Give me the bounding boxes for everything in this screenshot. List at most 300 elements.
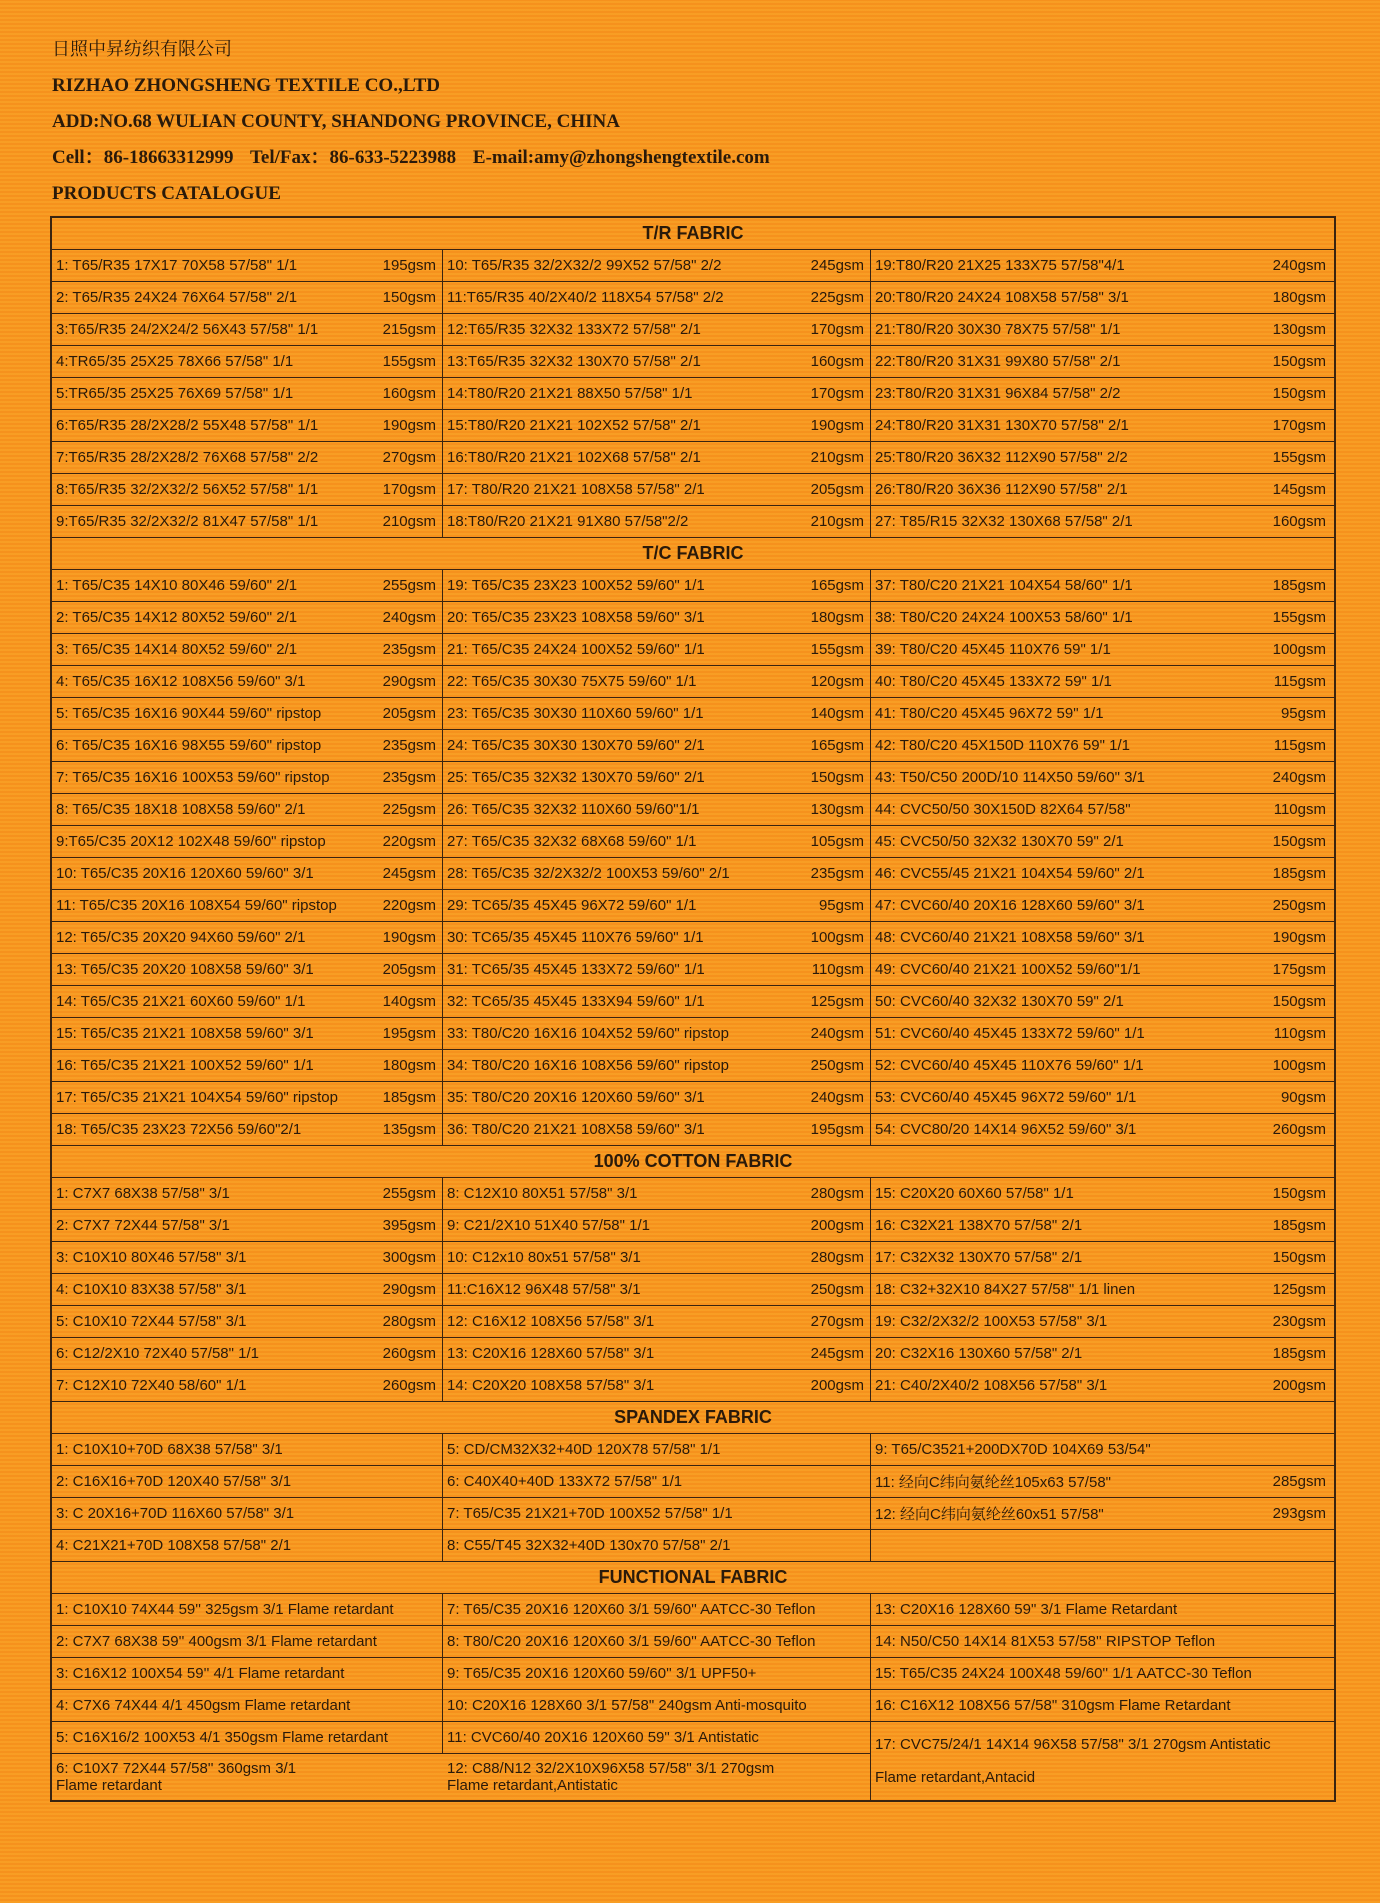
product-cell xyxy=(52,1018,443,1050)
product-weight: 150gsm xyxy=(1272,1249,1326,1266)
product-cell xyxy=(52,730,443,762)
product-description: 10: C20X16 128X60 3/1 57/58" 240gsm Anti-mosquito xyxy=(447,1697,807,1714)
product-weight: 250gsm xyxy=(810,1057,864,1074)
product-description: 4: C10X10 83X38 57/58" 3/1 xyxy=(56,1281,247,1298)
company-header xyxy=(52,32,782,212)
product-weight: 150gsm xyxy=(1272,993,1326,1010)
product-weight: 293gsm xyxy=(1272,1505,1326,1522)
product-cell xyxy=(52,1210,443,1242)
product-cell xyxy=(871,1338,1334,1370)
product-description: 24:T80/R20 31X31 130X70 57/58" 2/1 xyxy=(875,417,1129,434)
product-cell xyxy=(52,1242,443,1274)
product-description: 27: T85/R15 32X32 130X68 57/58" 2/1 xyxy=(875,513,1133,530)
product-weight: 190gsm xyxy=(382,417,436,434)
product-description: 7: T65/C35 21X21+70D 100X52 57/58" 1/1 xyxy=(447,1505,733,1522)
product-description: 14: N50/C50 14X14 81X53 57/58'' RIPSTOP Teflon xyxy=(875,1633,1216,1650)
product-description: 13: C20X16 128X60 57/58" 3/1 xyxy=(447,1345,655,1362)
product-cell xyxy=(871,922,1334,954)
company-name-en: RIZHAO ZHONGSHENG TEXTILE CO.,LTD xyxy=(52,75,441,96)
product-weight: 150gsm xyxy=(382,289,436,306)
product-cell xyxy=(52,826,443,858)
product-weight: 240gsm xyxy=(1272,257,1326,274)
section-grid xyxy=(52,570,1334,1146)
product-weight: 195gsm xyxy=(382,257,436,274)
product-description: 8: T80/C20 20X16 120X60 3/1 59/60'' AATCC-30 Teflon xyxy=(447,1633,816,1650)
product-description: 18:T80/R20 21X21 91X80 57/58"2/2 xyxy=(447,513,689,530)
product-cell xyxy=(443,1466,871,1498)
product-weight: 210gsm xyxy=(810,449,864,466)
product-cell xyxy=(871,250,1334,282)
product-cell xyxy=(871,602,1334,634)
section-grid xyxy=(52,1178,1334,1402)
product-cell xyxy=(52,1050,443,1082)
product-weight: 150gsm xyxy=(1272,353,1326,370)
product-description: 5: CD/CM32X32+40D 120X78 57/58" 1/1 xyxy=(447,1441,721,1458)
product-description: 14: T65/C35 21X21 60X60 59/60" 1/1 xyxy=(56,993,306,1010)
product-description: 10: T65/R35 32/2X32/2 99X52 57/58" 2/2 xyxy=(447,257,722,274)
product-weight: 95gsm xyxy=(1280,705,1326,722)
product-weight: 160gsm xyxy=(1272,513,1326,530)
product-weight: 200gsm xyxy=(1272,1377,1326,1394)
product-cell xyxy=(52,922,443,954)
product-weight: 170gsm xyxy=(810,321,864,338)
product-cell xyxy=(443,1338,871,1370)
product-description: 33: T80/C20 16X16 104X52 59/60" ripstop xyxy=(447,1025,729,1042)
product-description: 29: TC65/35 45X45 96X72 59/60" 1/1 xyxy=(447,897,697,914)
product-weight: 150gsm xyxy=(1272,833,1326,850)
product-description: 42: T80/C20 45X150D 110X76 59" 1/1 xyxy=(875,737,1130,754)
product-description: 11:C16X12 96X48 57/58" 3/1 xyxy=(447,1281,641,1298)
product-description: 17: CVC75/24/1 14X14 96X58 57/58" 3/1 270gsm Antistatic xyxy=(875,1736,1271,1753)
product-weight: 240gsm xyxy=(382,609,436,626)
product-cell xyxy=(871,1114,1334,1146)
product-description: 11:T65/R35 40/2X40/2 118X54 57/58" 2/2 xyxy=(447,289,724,306)
product-description: 5:TR65/35 25X25 76X69 57/58" 1/1 xyxy=(56,385,294,402)
product-cell xyxy=(871,762,1334,794)
product-cell xyxy=(871,666,1334,698)
product-cell xyxy=(443,1274,871,1306)
product-weight: 190gsm xyxy=(1272,929,1326,946)
product-cell xyxy=(443,1658,871,1690)
email-link[interactable]: E-mail:amy@zhongshengtextile.com xyxy=(472,147,770,168)
product-cell xyxy=(443,282,871,314)
product-weight: 245gsm xyxy=(382,865,436,882)
product-cell xyxy=(52,1114,443,1146)
product-weight: 280gsm xyxy=(810,1249,864,1266)
product-note: Flame retardant,Antistatic xyxy=(447,1777,618,1794)
product-cell xyxy=(52,1658,443,1690)
product-cell xyxy=(52,762,443,794)
product-description: 23:T80/R20 31X31 96X84 57/58" 2/2 xyxy=(875,385,1121,402)
product-description: 9:T65/C35 20X12 102X48 59/60" ripstop xyxy=(56,833,326,850)
product-weight: 250gsm xyxy=(810,1281,864,1298)
product-description: 21: C40/2X40/2 108X56 57/58" 3/1 xyxy=(875,1377,1108,1394)
product-cell xyxy=(443,410,871,442)
product-cell xyxy=(52,1082,443,1114)
product-cell xyxy=(443,1178,871,1210)
product-weight: 255gsm xyxy=(382,577,436,594)
product-weight: 170gsm xyxy=(810,385,864,402)
product-cell xyxy=(871,1722,1334,1800)
product-cell xyxy=(52,1370,443,1402)
product-weight: 225gsm xyxy=(382,801,436,818)
product-cell xyxy=(871,1434,1334,1466)
product-cell xyxy=(443,250,871,282)
product-description: 18: T65/C35 23X23 72X56 59/60"2/1 xyxy=(56,1121,302,1138)
product-description: 9:T65/R35 32/2X32/2 81X47 57/58" 1/1 xyxy=(56,513,319,530)
product-cell xyxy=(443,1690,871,1722)
product-description: 39: T80/C20 45X45 110X76 59" 1/1 xyxy=(875,641,1111,658)
product-description: 9: C21/2X10 51X40 57/58" 1/1 xyxy=(447,1217,650,1234)
product-note: Flame retardant,Antacid xyxy=(875,1769,1036,1786)
product-weight: 245gsm xyxy=(810,257,864,274)
product-weight: 195gsm xyxy=(382,1025,436,1042)
product-weight: 110gsm xyxy=(1273,1025,1326,1042)
product-weight: 235gsm xyxy=(810,865,864,882)
product-cell xyxy=(871,890,1334,922)
product-weight: 140gsm xyxy=(382,993,436,1010)
product-cell xyxy=(52,1594,443,1626)
product-description: 15:T80/R20 21X21 102X52 57/58" 2/1 xyxy=(447,417,701,434)
product-weight: 190gsm xyxy=(382,929,436,946)
product-cell xyxy=(443,762,871,794)
product-cell xyxy=(871,634,1334,666)
product-description: 10: C12x10 80x51 57/58" 3/1 xyxy=(447,1249,641,1266)
product-description: 1: C7X7 68X38 57/58" 3/1 xyxy=(56,1185,230,1202)
product-weight: 260gsm xyxy=(382,1345,436,1362)
product-description: 32: TC65/35 45X45 133X94 59/60" 1/1 xyxy=(447,993,705,1010)
product-description: 13: T65/C35 20X20 108X58 59/60" 3/1 xyxy=(56,961,314,978)
product-description: 5: C16X16/2 100X53 4/1 350gsm Flame retardant xyxy=(56,1729,388,1746)
product-description: 2: T65/R35 24X24 76X64 57/58" 2/1 xyxy=(56,289,298,306)
product-description: 35: T80/C20 20X16 120X60 59/60" 3/1 xyxy=(447,1089,705,1106)
product-cell xyxy=(443,634,871,666)
product-cell xyxy=(52,666,443,698)
product-description: 45: CVC50/50 32X32 130X70 59" 2/1 xyxy=(875,833,1124,850)
cell-phone: Cell：86-18663312999 xyxy=(52,147,234,168)
product-description: 17: C32X32 130X70 57/58" 2/1 xyxy=(875,1249,1083,1266)
product-weight: 150gsm xyxy=(810,769,864,786)
product-weight: 90gsm xyxy=(1280,1089,1326,1106)
product-description: 16: C32X21 138X70 57/58" 2/1 xyxy=(875,1217,1083,1234)
product-description: 4: C21X21+70D 108X58 57/58" 2/1 xyxy=(56,1537,292,1554)
product-cell xyxy=(871,1018,1334,1050)
product-weight: 120gsm xyxy=(810,673,864,690)
product-cell xyxy=(443,602,871,634)
product-weight: 125gsm xyxy=(1272,1281,1326,1298)
product-description: 13:T65/R35 32X32 130X70 57/58" 2/1 xyxy=(447,353,701,370)
product-cell xyxy=(871,506,1334,538)
product-cell xyxy=(443,1498,871,1530)
product-cell xyxy=(443,1114,871,1146)
product-description: 52: CVC60/40 45X45 110X76 59/60" 1/1 xyxy=(875,1057,1144,1074)
product-description: 1: T65/R35 17X17 70X58 57/58" 1/1 xyxy=(56,257,298,274)
product-cell xyxy=(443,570,871,602)
product-description: 12: C88/N12 32/2X10X96X58 57/58" 3/1 270gsm xyxy=(447,1760,775,1777)
product-cell xyxy=(871,1274,1334,1306)
product-cell xyxy=(443,1754,871,1800)
product-weight: 185gsm xyxy=(1272,577,1326,594)
product-cell xyxy=(871,1370,1334,1402)
product-description: 25: T65/C35 32X32 130X70 59/60" 2/1 xyxy=(447,769,705,786)
product-cell xyxy=(52,1434,443,1466)
product-description: 50: CVC60/40 32X32 130X70 59" 2/1 xyxy=(875,993,1124,1010)
product-weight: 185gsm xyxy=(1272,1345,1326,1362)
product-cell xyxy=(443,826,871,858)
product-cell xyxy=(443,346,871,378)
product-cell xyxy=(443,378,871,410)
product-description: 6: C12/2X10 72X40 57/58" 1/1 xyxy=(56,1345,259,1362)
product-cell xyxy=(52,346,443,378)
product-weight: 270gsm xyxy=(810,1313,864,1330)
product-cell xyxy=(871,1658,1334,1690)
product-cell xyxy=(443,922,871,954)
product-cell xyxy=(871,698,1334,730)
product-cell xyxy=(443,1306,871,1338)
product-description: 12: 经向C纬向氨纶丝60x51 57/58" xyxy=(875,1506,1104,1523)
product-weight: 190gsm xyxy=(810,417,864,434)
product-description: 6:T65/R35 28/2X28/2 55X48 57/58" 1/1 xyxy=(56,417,319,434)
product-description: 21:T80/R20 30X30 78X75 57/58" 1/1 xyxy=(875,321,1121,338)
product-description: 6: C10X7 72X44 57/58'' 360gsm 3/1 xyxy=(56,1760,297,1777)
product-cell xyxy=(871,1210,1334,1242)
product-weight: 290gsm xyxy=(382,1281,436,1298)
product-description: 47: CVC60/40 20X16 128X60 59/60" 3/1 xyxy=(875,897,1145,914)
product-description: 22:T80/R20 31X31 99X80 57/58" 2/1 xyxy=(875,353,1121,370)
product-cell xyxy=(443,474,871,506)
product-cell xyxy=(443,954,871,986)
product-description: 7:T65/R35 28/2X28/2 76X68 57/58" 2/2 xyxy=(56,449,319,466)
product-description: 1: C10X10 74X44 59'' 325gsm 3/1 Flame retardant xyxy=(56,1601,394,1618)
product-cell xyxy=(871,1178,1334,1210)
product-cell xyxy=(443,1018,871,1050)
section-grid xyxy=(52,1434,1334,1562)
product-weight: 155gsm xyxy=(382,353,436,370)
product-weight: 135gsm xyxy=(382,1121,436,1138)
product-weight: 290gsm xyxy=(382,673,436,690)
section-title: T/R FABRIC xyxy=(52,218,1334,250)
product-description: 46: CVC55/45 21X21 104X54 59/60" 2/1 xyxy=(875,865,1145,882)
product-cell xyxy=(871,1050,1334,1082)
product-description: 9: T65/C35 20X16 120X60 59/60'' 3/1 UPF50+ xyxy=(447,1665,757,1682)
product-description: 38: T80/C20 24X24 100X53 58/60" 1/1 xyxy=(875,609,1133,626)
product-weight: 180gsm xyxy=(810,609,864,626)
product-cell xyxy=(443,1082,871,1114)
product-weight: 155gsm xyxy=(1272,609,1326,626)
product-cell xyxy=(871,986,1334,1018)
product-description: 43: T50/C50 200D/10 114X50 59/60" 3/1 xyxy=(875,769,1145,786)
product-description: 49: CVC60/40 21X21 100X52 59/60"1/1 xyxy=(875,961,1141,978)
company-address: ADD:NO.68 WULIAN COUNTY, SHANDONG PROVINCE, CHINA xyxy=(52,111,620,132)
product-description: 34: T80/C20 16X16 108X56 59/60" ripstop xyxy=(447,1057,729,1074)
product-weight: 280gsm xyxy=(382,1313,436,1330)
product-description: 20: C32X16 130X60 57/58" 2/1 xyxy=(875,1345,1083,1362)
product-description: 8: C12X10 80X51 57/58" 3/1 xyxy=(447,1185,638,1202)
product-cell xyxy=(871,1626,1334,1658)
product-description: 12: C16X12 108X56 57/58" 3/1 xyxy=(447,1313,655,1330)
product-weight: 280gsm xyxy=(810,1185,864,1202)
product-weight: 185gsm xyxy=(382,1089,436,1106)
product-cell xyxy=(52,698,443,730)
product-description: 19: C32/2X32/2 100X53 57/58" 3/1 xyxy=(875,1313,1108,1330)
product-description: 10: T65/C35 20X16 120X60 59/60" 3/1 xyxy=(56,865,314,882)
product-cell xyxy=(52,506,443,538)
product-description: 15: C20X20 60X60 57/58" 1/1 xyxy=(875,1185,1074,1202)
product-weight: 115gsm xyxy=(1273,673,1326,690)
product-cell xyxy=(52,1274,443,1306)
product-description: 17: T80/R20 21X21 108X58 57/58" 2/1 xyxy=(447,481,705,498)
section-title: SPANDEX FABRIC xyxy=(52,1402,1334,1434)
product-weight: 145gsm xyxy=(1272,481,1326,498)
product-cell xyxy=(443,1242,871,1274)
product-catalogue-table xyxy=(50,216,1336,1802)
product-description: 23: T65/C35 30X30 110X60 59/60" 1/1 xyxy=(447,705,704,722)
product-description: 14:T80/R20 21X21 88X50 57/58" 1/1 xyxy=(447,385,693,402)
product-weight: 245gsm xyxy=(810,1345,864,1362)
product-note: Flame retardant xyxy=(56,1777,162,1794)
product-weight: 130gsm xyxy=(1272,321,1326,338)
product-weight: 95gsm xyxy=(818,897,864,914)
product-cell xyxy=(871,1690,1334,1722)
product-cell xyxy=(52,474,443,506)
product-cell xyxy=(52,890,443,922)
product-description: 8: C55/T45 32X32+40D 130x70 57/58" 2/1 xyxy=(447,1537,731,1554)
product-weight: 235gsm xyxy=(382,769,436,786)
product-cell xyxy=(443,730,871,762)
product-description: 3: C10X10 80X46 57/58" 3/1 xyxy=(56,1249,247,1266)
product-description: 21: T65/C35 24X24 100X52 59/60" 1/1 xyxy=(447,641,705,658)
product-description: 2: C16X16+70D 120X40 57/58" 3/1 xyxy=(56,1473,292,1490)
product-cell xyxy=(871,474,1334,506)
product-cell xyxy=(52,986,443,1018)
product-cell xyxy=(871,442,1334,474)
product-cell xyxy=(52,410,443,442)
product-description: 12: T65/C35 20X20 94X60 59/60" 2/1 xyxy=(56,929,306,946)
product-weight: 300gsm xyxy=(382,1249,436,1266)
product-weight: 100gsm xyxy=(810,929,864,946)
product-cell xyxy=(52,1754,443,1800)
product-weight: 260gsm xyxy=(1272,1121,1326,1138)
product-weight: 130gsm xyxy=(810,801,864,818)
product-description: 44: CVC50/50 30X150D 82X64 57/58" xyxy=(875,801,1131,818)
product-weight: 160gsm xyxy=(810,353,864,370)
product-weight: 100gsm xyxy=(1272,641,1326,658)
product-cell xyxy=(443,1626,871,1658)
product-description: 11: 经向C纬向氨纶丝105x63 57/58" xyxy=(875,1474,1111,1491)
product-description: 1: C10X10+70D 68X38 57/58" 3/1 xyxy=(56,1441,283,1458)
product-weight: 105gsm xyxy=(810,833,864,850)
product-weight: 125gsm xyxy=(810,993,864,1010)
product-cell xyxy=(443,666,871,698)
product-cell xyxy=(443,1370,871,1402)
section-title: T/C FABRIC xyxy=(52,538,1334,570)
product-description: 41: T80/C20 45X45 96X72 59" 1/1 xyxy=(875,705,1104,722)
product-cell xyxy=(52,570,443,602)
product-description: 51: CVC60/40 45X45 133X72 59/60" 1/1 xyxy=(875,1025,1145,1042)
product-cell xyxy=(52,1466,443,1498)
product-description: 31: TC65/35 45X45 133X72 59/60" 1/1 xyxy=(447,961,705,978)
product-weight: 100gsm xyxy=(1272,1057,1326,1074)
product-description: 5: T65/C35 16X16 90X44 59/60" ripstop xyxy=(56,705,322,722)
product-weight: 260gsm xyxy=(382,1377,436,1394)
product-weight: 185gsm xyxy=(1272,1217,1326,1234)
product-weight: 395gsm xyxy=(382,1217,436,1234)
product-weight: 180gsm xyxy=(382,1057,436,1074)
product-cell xyxy=(443,986,871,1018)
section-title: FUNCTIONAL FABRIC xyxy=(52,1562,1334,1594)
product-cell xyxy=(871,1466,1334,1498)
product-cell xyxy=(52,1626,443,1658)
product-cell xyxy=(871,1498,1334,1530)
product-weight: 230gsm xyxy=(1272,1313,1326,1330)
product-description: 18: C32+32X10 84X27 57/58" 1/1 linen xyxy=(875,1281,1136,1298)
product-weight: 255gsm xyxy=(382,1185,436,1202)
product-cell xyxy=(443,1530,871,1562)
product-weight: 225gsm xyxy=(810,289,864,306)
product-description: 4: C7X6 74X44 4/1 450gsm Flame retardant xyxy=(56,1697,351,1714)
product-cell xyxy=(52,250,443,282)
product-weight: 235gsm xyxy=(382,737,436,754)
product-cell xyxy=(52,954,443,986)
product-description: 28: T65/C35 32/2X32/2 100X53 59/60" 2/1 xyxy=(447,865,730,882)
product-description: 7: T65/C35 20X16 120X60 3/1 59/60'' AATCC-30 Teflon xyxy=(447,1601,816,1618)
product-weight: 155gsm xyxy=(810,641,864,658)
product-weight: 270gsm xyxy=(382,449,436,466)
product-description: 5: C10X10 72X44 57/58" 3/1 xyxy=(56,1313,247,1330)
product-description: 25:T80/R20 36X32 112X90 57/58" 2/2 xyxy=(875,449,1128,466)
product-weight: 235gsm xyxy=(382,641,436,658)
product-description: 3:T65/R35 24/2X24/2 56X43 57/58" 1/1 xyxy=(56,321,319,338)
product-cell xyxy=(871,570,1334,602)
product-description: 26: T65/C35 32X32 110X60 59/60"1/1 xyxy=(447,801,700,818)
product-description: 3: C 20X16+70D 116X60 57/58" 3/1 xyxy=(56,1505,295,1522)
product-weight: 210gsm xyxy=(810,513,864,530)
section-grid xyxy=(52,1594,1334,1722)
product-weight: 155gsm xyxy=(1272,449,1326,466)
product-cell xyxy=(871,794,1334,826)
product-description: 9: T65/C3521+200DX70D 104X69 53/54" xyxy=(875,1441,1151,1458)
product-description: 6: C40X40+40D 133X72 57/58" 1/1 xyxy=(447,1473,683,1490)
product-description: 6: T65/C35 16X16 98X55 59/60" ripstop xyxy=(56,737,322,754)
product-weight: 185gsm xyxy=(1272,865,1326,882)
product-weight: 285gsm xyxy=(1272,1473,1326,1490)
product-weight: 195gsm xyxy=(810,1121,864,1138)
product-weight: 240gsm xyxy=(810,1089,864,1106)
product-cell xyxy=(52,794,443,826)
product-description: 4: T65/C35 16X12 108X56 59/60" 3/1 xyxy=(56,673,306,690)
product-weight: 165gsm xyxy=(810,737,864,754)
product-weight: 180gsm xyxy=(1272,289,1326,306)
product-description: 7: T65/C35 16X16 100X53 59/60" ripstop xyxy=(56,769,330,786)
product-description: 12:T65/R35 32X32 133X72 57/58" 2/1 xyxy=(447,321,701,338)
product-cell xyxy=(443,442,871,474)
product-description: 8: T65/C35 18X18 108X58 59/60" 2/1 xyxy=(56,801,306,818)
product-cell xyxy=(871,826,1334,858)
product-cell xyxy=(871,1306,1334,1338)
product-description: 27: T65/C35 32X32 68X68 59/60" 1/1 xyxy=(447,833,697,850)
product-cell xyxy=(443,314,871,346)
product-weight: 110gsm xyxy=(1273,801,1326,818)
product-description: 15: T65/C35 21X21 108X58 59/60" 3/1 xyxy=(56,1025,314,1042)
product-cell xyxy=(52,1178,443,1210)
product-weight: 210gsm xyxy=(382,513,436,530)
tel-fax: Tel/Fax：86-633-5223988 xyxy=(249,147,457,168)
product-weight: 200gsm xyxy=(810,1217,864,1234)
product-description: 16: T65/C35 21X21 100X52 59/60" 1/1 xyxy=(56,1057,314,1074)
product-weight: 170gsm xyxy=(382,481,436,498)
product-weight: 175gsm xyxy=(1272,961,1326,978)
product-weight: 165gsm xyxy=(810,577,864,594)
